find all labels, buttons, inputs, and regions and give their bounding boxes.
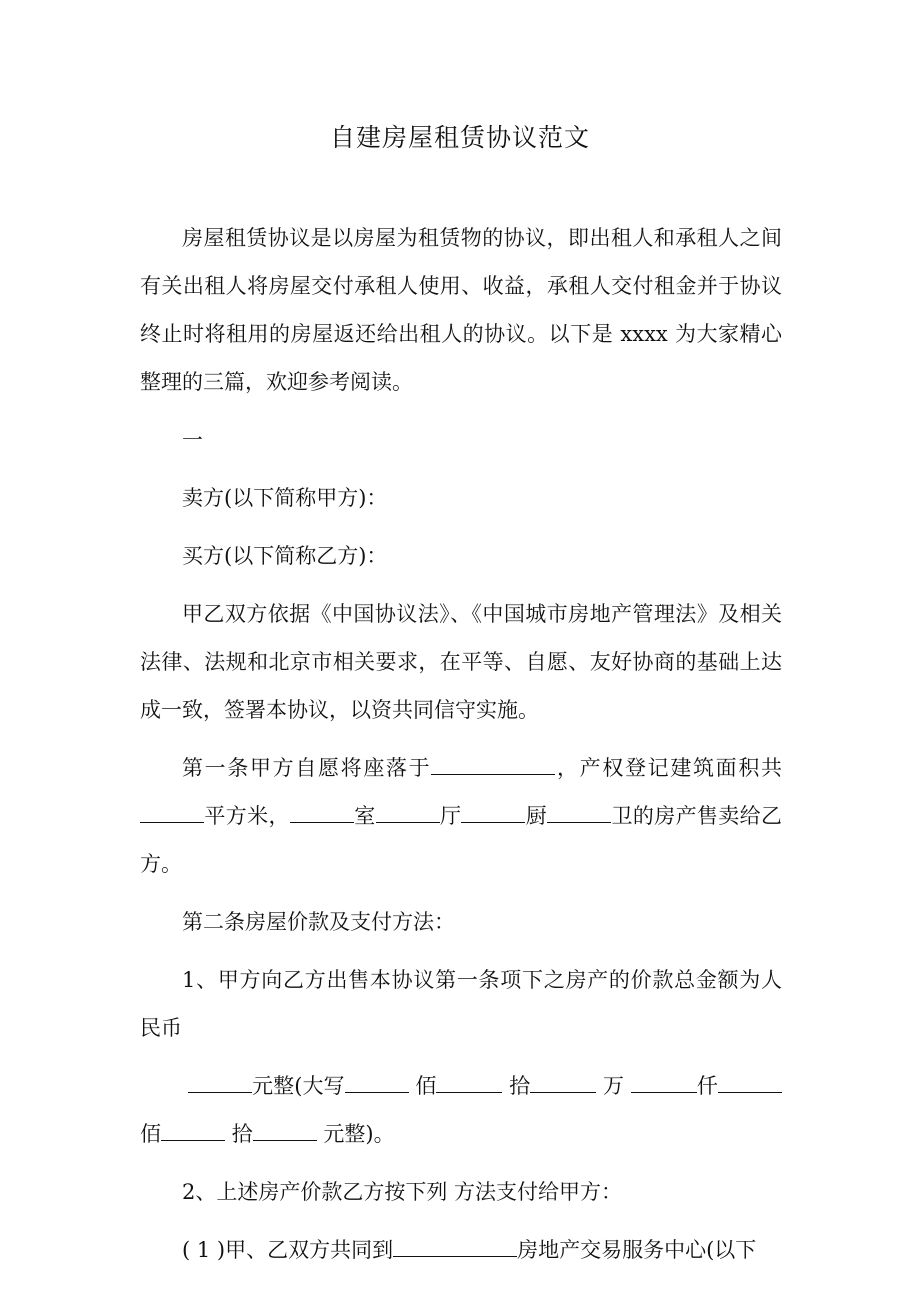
amount-yuan2-blank[interactable] [253,1120,317,1141]
location-blank[interactable] [431,754,555,775]
rooms-blank[interactable] [290,802,354,823]
article-1-text-a: 第一条甲方自愿将座落于 [182,756,432,780]
amount-end-text: 元整)。 [323,1122,395,1146]
item-2-paragraph: 2、上述房产价款乙方按下列 方法支付给甲方： [182,1180,623,1204]
item-2-1-text-b: 房地产交易服务中心(以下 [517,1238,757,1262]
article-2-heading: 第二条房屋价款及支付方法： [182,910,455,934]
article-1-text-f: 厨 [525,804,548,828]
article-1-text-b: ，产权登记建筑面积共 [555,756,783,780]
amount-wan-blank[interactable] [530,1072,596,1093]
amount-yuan-text: 元整(大写 [252,1074,345,1098]
amount-bai-blank[interactable] [345,1072,409,1093]
article-1-text-c: 平方米， [204,804,290,828]
section-mark: 一 [182,428,203,452]
kitchens-blank[interactable] [461,802,525,823]
halls-blank[interactable] [376,802,440,823]
amount-qian-blank[interactable] [631,1072,697,1093]
buyer-line: 买方(以下简称乙方)： [182,544,388,568]
article-1-paragraph [140,744,782,888]
area-blank[interactable] [140,802,204,823]
seller-line: 卖方(以下简称甲方)： [182,486,388,510]
amount-shi-blank[interactable] [436,1072,502,1093]
article-1-text-e: 厅 [439,804,462,828]
amount-qian-text: 仟 [696,1074,718,1098]
item-2-1-text-a: ( 1 )甲、乙双方共同到 [182,1238,394,1262]
amount-digits-blank[interactable] [188,1072,252,1093]
intro-paragraph: 房屋租赁协议是以房屋为租赁物的协议，即出租人和承租人之间有关出租人将房屋交付承租人使用、收益，承租人交付租金并于协议终止时将租用的房屋返还给出租人的协议。以下是 xxxx 为大家精心整理的三篇，欢迎参考阅读。 [140,226,782,394]
amount-wan-text: 万 [603,1074,625,1098]
item-1-paragraph: 1、甲方向乙方出售本协议第一条项下之房产的价款总金额为人民币 [140,968,782,1040]
article-1-text-d: 室 [353,804,376,828]
center-name-blank[interactable] [393,1236,517,1257]
item-2-1-paragraph [140,1226,782,1274]
amount-bai2-blank[interactable] [718,1072,782,1093]
document-body [140,214,782,1274]
article-1-text-g: 卫的房产售卖给乙方。 [140,804,783,876]
bathrooms-blank[interactable] [547,802,611,823]
document-title: 自建房屋租赁协议范文 [329,123,590,152]
amount-bai2-text: 佰 [140,1122,161,1146]
amount-paragraph [140,1062,782,1158]
amount-bai-text: 佰 [415,1074,437,1098]
amount-shi2-blank[interactable] [161,1120,225,1141]
amount-shi2-text: 拾 [231,1122,253,1146]
amount-shi-text: 拾 [509,1074,531,1098]
basis-paragraph: 甲乙双方依据《中国协议法》、《中国城市房地产管理法》及相关法律、法规和北京市相关要求，在平等、自愿、友好协商的基础上达成一致，签署本协议，以资共同信守实施。 [140,602,782,722]
